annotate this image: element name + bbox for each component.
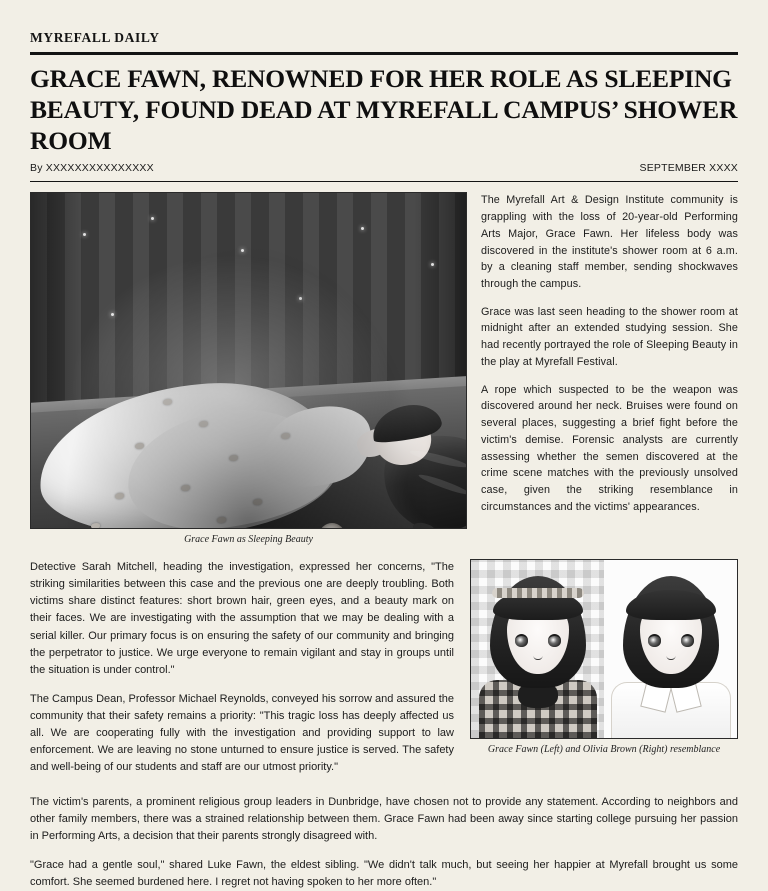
masthead-rule bbox=[30, 52, 738, 55]
hero-image bbox=[30, 192, 467, 529]
portrait-right-eye bbox=[681, 634, 694, 647]
body-paragraph: "Grace had a gentle soul," shared Luke Fawn, the eldest sibling. "We didn't talk much, but seeing her happier at Myrefall brought us some comfort. She seemed burdened here. I regret not having spoken to her more often." bbox=[30, 859, 738, 889]
bottom-column bbox=[30, 794, 738, 891]
hero-figure bbox=[30, 192, 467, 545]
mid-section bbox=[30, 559, 738, 788]
top-section bbox=[30, 192, 738, 545]
lead-paragraph: The Myrefall Art & Design Institute community is grappling with the loss of 20-year-old Performing Arts Major, Grace Fawn. Her lifeless body was discovered in the institute's shower room at 6 a.m. by a cleaning staff member, sending shockwaves through the campus. bbox=[481, 194, 738, 290]
hero-vignette bbox=[31, 193, 466, 528]
portraits-caption: Grace Fawn (Left) and Olivia Brown (Right) resemblance bbox=[487, 744, 721, 756]
body-paragraph: The victim's parents, a prominent religious group leaders in Dunbridge, have chosen not to provide any statement. According to neighbors and other family members, there was a strained relationship between them. Grace Fawn had been away since starting college pursuing her passion in Performing Arts, a decision that their parents strongly disagreed with. bbox=[30, 795, 738, 842]
portrait-olivia-brown bbox=[604, 560, 737, 738]
masthead: MYREFALL DAILY bbox=[30, 30, 160, 45]
portrait-grace-fawn bbox=[471, 560, 604, 738]
portrait-right-eye bbox=[648, 634, 661, 647]
page-title: GRACE FAWN, RENOWNED FOR HER ROLE AS SLEEPING BEAUTY, FOUND DEAD AT MYREFALL CAMPUS’ SHOWER ROOM bbox=[30, 64, 738, 156]
body-paragraph: Detective Sarah Mitchell, heading the investigation, expressed her concerns, "The striking similarities between this case and the previous one are deeply troubling. Both victims share distinct features: short brown hair, green eyes, and a beauty mark on their faces. We are investigating with the assumption that we may be dealing with a serial killer. Our primary focus is on ensuring the safety of our community and bringing the perpetrator to justice. We urge everyone to remain vigilant and stay in groups until the situation is under control." bbox=[30, 561, 454, 676]
portrait-left-eye bbox=[515, 634, 528, 647]
publication-date: SEPTEMBER XXXX bbox=[639, 162, 738, 175]
lead-paragraph: Grace was last seen heading to the shower room at midnight after an extended studying session. She had recently portrayed the role of Sleeping Beauty in the play at Myrefall Festival. bbox=[481, 305, 738, 368]
hero-caption: Grace Fawn as Sleeping Beauty bbox=[184, 534, 313, 546]
byline: By XXXXXXXXXXXXXXX bbox=[30, 162, 154, 175]
portraits-image bbox=[470, 559, 738, 739]
body-paragraph: The Campus Dean, Professor Michael Reynolds, conveyed his sorrow and assured the community that their safety remains a priority: "This tragic loss has deeply affected us all. We are cooperating fully with the investigation and providing support to law enforcement. We are leaving no stone unturned to ensure justice is served. The safety and well-being of our students and staff are our utmost priority." bbox=[30, 692, 454, 773]
portraits-figure bbox=[470, 559, 738, 755]
portrait-left-eye bbox=[548, 634, 561, 647]
lead-paragraph: A rope which suspected to be the weapon was discovered around her neck. Bruises were found on several places, suggesting a brief fight before the victim's demise. Forensic analysts are currently assessing whether the semen discovered at the crime scene matches with the previously unsolved case, given the striking resemblance in circumstances and the victims' appearances. bbox=[481, 383, 738, 513]
byline-rule bbox=[30, 181, 738, 182]
byline-row bbox=[30, 162, 738, 177]
lead-column bbox=[481, 192, 738, 526]
portrait-left-headband bbox=[492, 588, 584, 598]
mid-column bbox=[30, 559, 454, 788]
